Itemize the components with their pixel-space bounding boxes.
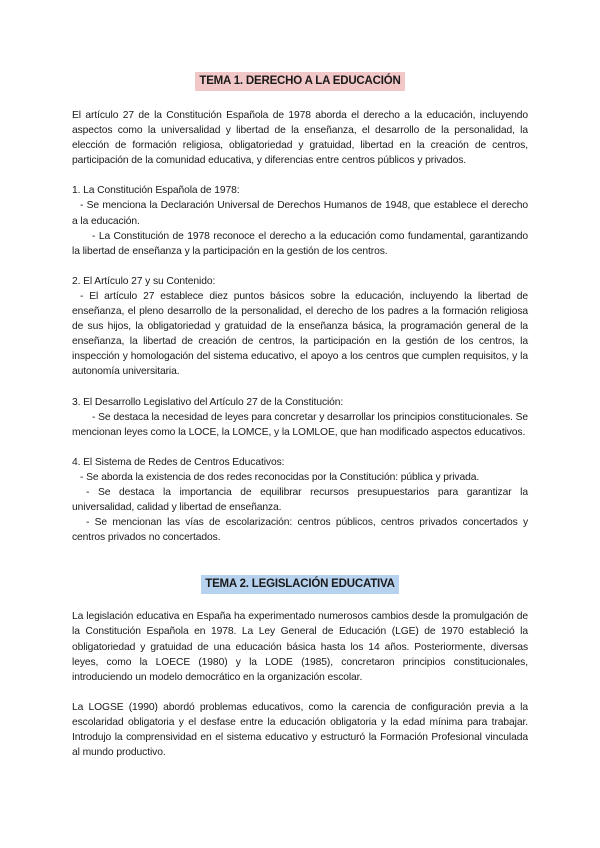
section-4-bullet-1: - Se aborda la existencia de dos redes reconocidas por la Constitución: pública y privada. <box>80 471 480 483</box>
tema1-heading-wrap <box>72 0 528 91</box>
section-4-bullet-2: - Se destaca la importancia de equilibrar recursos presupuestarios para garantizar la universalidad, calidad y libertad de enseñanza. <box>72 486 528 514</box>
section-1-bullet-2: - La Constitución de 1978 reconoce el derecho a la educación como fundamental, garantizando la libertad de enseñanza y la participación en la gestión de los centros. <box>72 230 528 257</box>
tema1-heading: TEMA 1. DERECHO A LA EDUCACIÓN <box>195 72 404 91</box>
section-1-bullet-1: - Se menciona la Declaración Universal de Derechos Humanos de 1948, que establece el derecho a la educación. <box>72 200 528 227</box>
section-3-title: 3. El Desarrollo Legislativo del Artículo 27 de la Constitución: <box>72 396 344 408</box>
section-4-title: 4. El Sistema de Redes de Centros Educativos: <box>72 456 285 468</box>
section-2-bullet-1: - El artículo 27 establece diez puntos básicos sobre la educación, incluyendo la libertad de enseñanza, el pleno desarrollo de la personalidad, el derecho de los padres a la formación religiosa de sus hijos, la obligatoriedad y gratuidad de la enseñanza básica, la programación general de la enseñanza, la libertad de creación de centros, la participación en la gestión de los centros, la inspección y homologación del sistema educativo, el apoyo a los centros que cumplen requisitos, y la autonomía universitaria. <box>72 290 528 378</box>
tema2-paragraph-1: La legislación educativa en España ha experimentado numerosos cambios desde la promulgación de la Constitución Española en 1978. La Ley General de Educación (LGE) de 1970 estableció la obligatoriedad y gratuidad de una educación básica hasta los 14 años. Posteriormente, diversas leyes, como la LOECE (1980) y la LODE (1985), concretaron principios constitucionales, introduciendo un modelo democrático en la organización escolar. <box>72 611 528 683</box>
section-4-bullet-3: - Se mencionan las vías de escolarización: centros públicos, centros privados concertados y centros privados no concertados. <box>72 517 528 544</box>
tema2-heading: TEMA 2. LEGISLACIÓN EDUCATIVA <box>201 575 399 594</box>
section-1-title: 1. La Constitución Española de 1978: <box>72 185 240 197</box>
section-3-bullet-1: - Se destaca la necesidad de leyes para concretar y desarrollar los principios constitucionales. Se mencionan leyes como la LOCE, la LOMCE, y la LOMLOE, que han modificado aspectos educativos. <box>72 411 528 438</box>
tema2-paragraph-2: La LOGSE (1990) abordó problemas educativos, como la carencia de configuración previa a la escolaridad obligatoria y el desfase entre la educación obligatoria y la edad mínima para trabajar. Introdujo la comprensividad en el sistema educativo y estructuró la Formación Profesional vinculada al mundo productivo. <box>72 701 528 759</box>
section-2-title: 2. El Artículo 27 y su Contenido: <box>72 275 216 287</box>
tema2-heading-wrap <box>72 545 528 594</box>
tema1-intro: El artículo 27 de la Constitución Española de 1978 aborda el derecho a la educación, incluyendo aspectos como la universalidad y libertad de la enseñanza, el desarrollo de la personalidad, la elección de formación religiosa, obligatoriedad y gratuidad, libertad en la creación de centros, participación de la comunidad educativa, y diferencias entre centros públicos y privados. <box>72 110 528 167</box>
